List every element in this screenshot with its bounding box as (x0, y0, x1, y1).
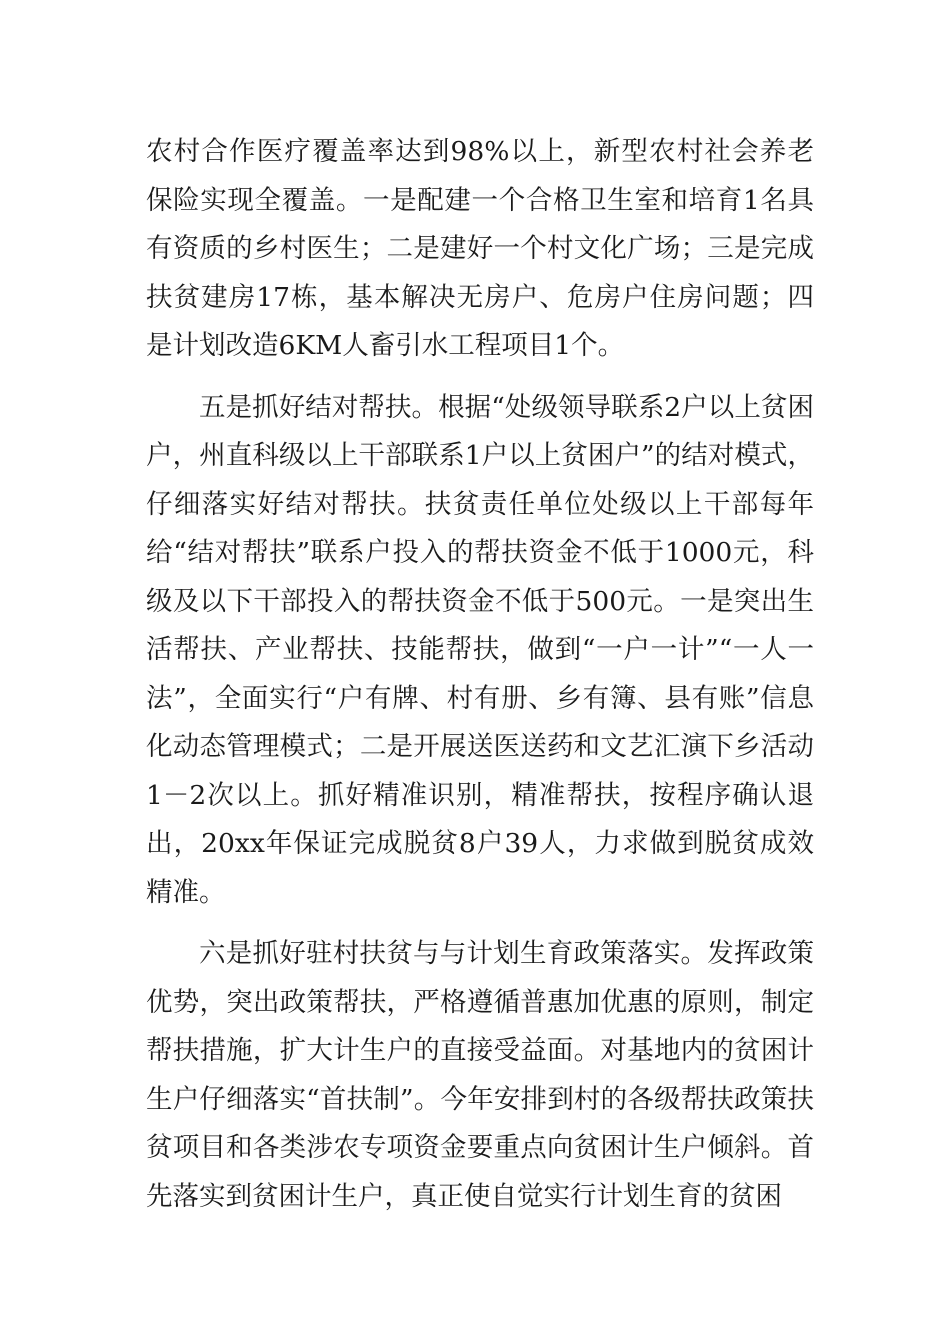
document-body (146, 128, 814, 1234)
paragraph-2: 五是抓好结对帮扶。根据“处级领导联系2户以上贫困户，州直科级以上干部联系1户以上贫困户”的结对模式，仔细落实好结对帮扶。扶贫责任单位处级以上干部每年给“结对帮扶”联系户投入的帮扶资金不低于1000元，科级及以下干部投入的帮扶资金不低于500元。一是突出生活帮扶、产业帮扶、技能帮扶，做到“一户一计”“一人一法”，全面实行“户有牌、村有册、乡有簿、县有账”信息化动态管理模式；二是开展送医送药和文艺汇演下乡活动1－2次以上。抓好精准识别，精准帮扶，按程序确认退出，20xx年保证完成脱贫8户39人，力求做到脱贫成效精准。 (146, 391, 814, 908)
paragraph-3: 六是抓好驻村扶贫与与计划生育政策落实。发挥政策优势，突出政策帮扶，严格遵循普惠加优惠的原则，制定帮扶措施，扩大计生户的直接受益面。对基地内的贫困计生户仔细落实“首扶制”。今年安排到村的各级帮扶政策扶贫项目和各类涉农专项资金要重点向贫困计生户倾斜。首先落实到贫困计生户，真正使自觉实行计划生育的贫困 (146, 938, 814, 1212)
paragraph-1: 农村合作医疗覆盖率达到98%以上，新型农村社会养老保险实现全覆盖。一是配建一个合格卫生室和培育1名具有资质的乡村医生；二是建好一个村文化广场；三是完成扶贫建房17栋，基本解决无房户、危房户住房问题；四是计划改造6KM人畜引水工程项目1个。 (146, 136, 814, 361)
